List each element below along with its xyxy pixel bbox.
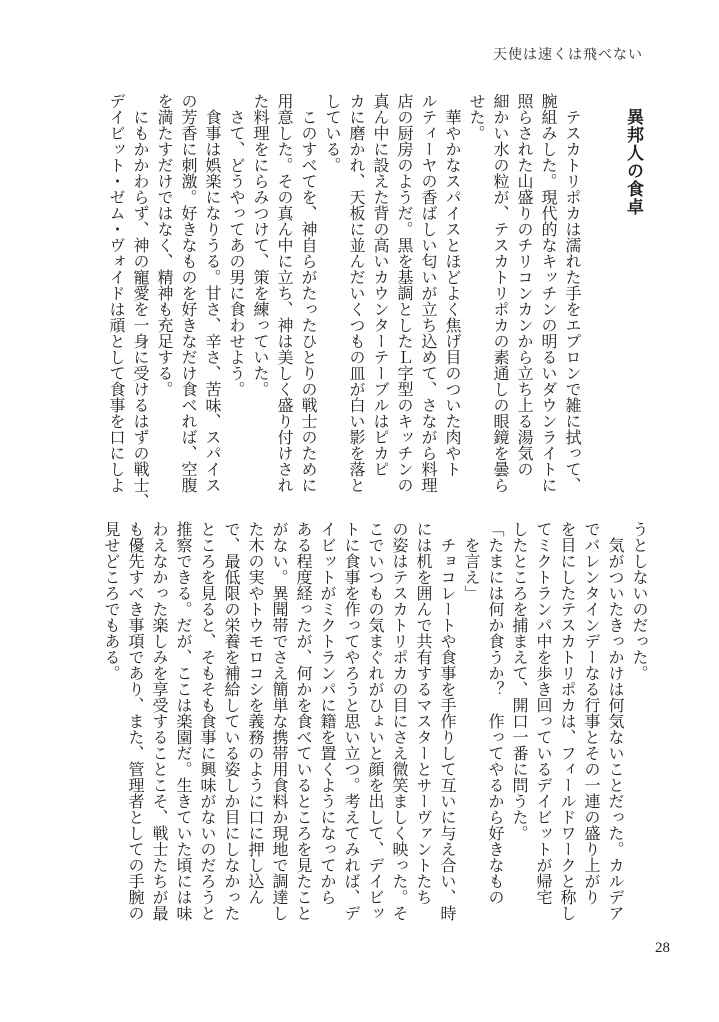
text-line: トに食事を作ってやろうと思い立つ。考えてみれば、デ — [342, 521, 359, 921]
text-line: で、最低限の栄養を補給している姿しか目にしなかった — [222, 521, 239, 921]
text-line: うとしないのだった。 — [630, 521, 647, 681]
text-line: がない。異聞帯でさえ簡単な携帯用食料か現地で調達し — [270, 521, 287, 921]
text-line: を目にしたテスカトリポカは、フィールドワークと称し — [558, 521, 575, 921]
text-line: を言え」 — [462, 521, 479, 601]
section-title: 異邦人の食卓 — [624, 108, 643, 216]
text-line: 腕組みした。現代的なキッチンの明るいダウンライトに — [539, 93, 556, 493]
text-line: 「たまには何か食うか？ 作ってやるから好きなもの — [486, 521, 503, 905]
text-line: 細かい水の粒が、テスカトリポカの素通しの眼鏡を曇ら — [491, 93, 508, 493]
text-line: の姿はテスカトリポカの目にさえ微笑ましく映った。そ — [390, 521, 407, 921]
text-line: には机を囲んで共有するマスターとサーヴァントたち — [414, 521, 431, 905]
text-line: 推察できる。だが、ここは楽園だ。生きていた頃には味 — [174, 521, 191, 921]
text-line: 真ん中に設えた背の高いカウンターテーブルはピカピ — [371, 93, 388, 477]
text-line: の芳香に刺激。好きなものを好きなだけ食べれば、空腹 — [179, 93, 196, 493]
text-line: している。 — [323, 93, 340, 173]
text-line: 用意した。その真ん中に立ち、神は美しく盛り付けされ — [275, 93, 292, 493]
running-header: 天使は速くは飛べない — [493, 48, 643, 63]
text-line: でバレンタインデーなる行事とその一連の盛り上がり — [582, 521, 599, 905]
text-line: わえなかった楽しみを享受することこそ、戦士たちが最 — [150, 521, 167, 921]
text-line: デイビット・ゼム・ヴォイドは頑として食事を口にしよ — [107, 93, 124, 493]
text-line: た料理をにらみつけて、策を練っていた。 — [251, 93, 268, 397]
text-line: ある程度経ったが、何かを食べているところを見たこと — [294, 521, 311, 921]
text-line: ところを見ると、そもそも食事に興味がないのだろうと — [198, 521, 215, 921]
text-line: このすべてを、神自らがたったひとりの戦士のために — [299, 93, 316, 493]
text-line: を満たすだけではなく、精神も充足する。 — [155, 93, 172, 397]
text-line: せた。 — [467, 93, 484, 141]
lower-text-block — [98, 521, 650, 921]
text-line: にもかかわらず、神の寵愛を一身に受けるはずの戦士、 — [131, 93, 148, 509]
text-line: イビットがミクトランパに籍を置くようになってから — [318, 521, 335, 905]
text-line: ルティーヤの香ばしい匂いが立ち込めて、さながら料理 — [419, 93, 436, 493]
text-line: てミクトランパ中を歩き回っているデイビットが帰宅 — [534, 521, 551, 905]
text-line: カに磨かれ、天板に並んだいくつもの皿が白い影を落と — [347, 93, 364, 493]
text-line: 店の厨房のようだ。黒を基調としたＬ字型のキッチンの — [395, 93, 412, 493]
text-line: た木の実やトウモロコシを義務のように口に押し込ん — [246, 521, 263, 905]
text-line: 食事は娯楽になりうる。甘さ、辛さ、苦味、スパイス — [203, 93, 220, 493]
text-line: 見せどころでもある。 — [102, 521, 119, 681]
text-line: 華やかなスパイスとほどよく焦げ目のついた肉やト — [443, 93, 460, 477]
upper-text-block — [103, 93, 646, 509]
page-number: 28 — [655, 940, 670, 956]
text-line: テスカトリポカは濡れた手をエプロンで雑に拭って、 — [563, 93, 580, 493]
text-line: も優先すべき事項であり、また、管理者としての手腕の — [126, 521, 143, 921]
text-line: したところを捕まえて、開口一番に問うた。 — [510, 521, 527, 841]
text-line: さて、どうやってあの男に食わせよう。 — [227, 93, 244, 397]
text-line: こでいつもの気まぐれがひょいと顔を出して、デイビッ — [366, 521, 383, 921]
text-line: 気がついたきっかけは何気ないことだった。カルデア — [606, 521, 623, 921]
text-line: チョコレートや食事を手作りして互いに与え合い、時 — [438, 521, 455, 921]
text-line: 照らされた山盛りのチリコンカンから立ち上る湯気の — [515, 93, 532, 477]
